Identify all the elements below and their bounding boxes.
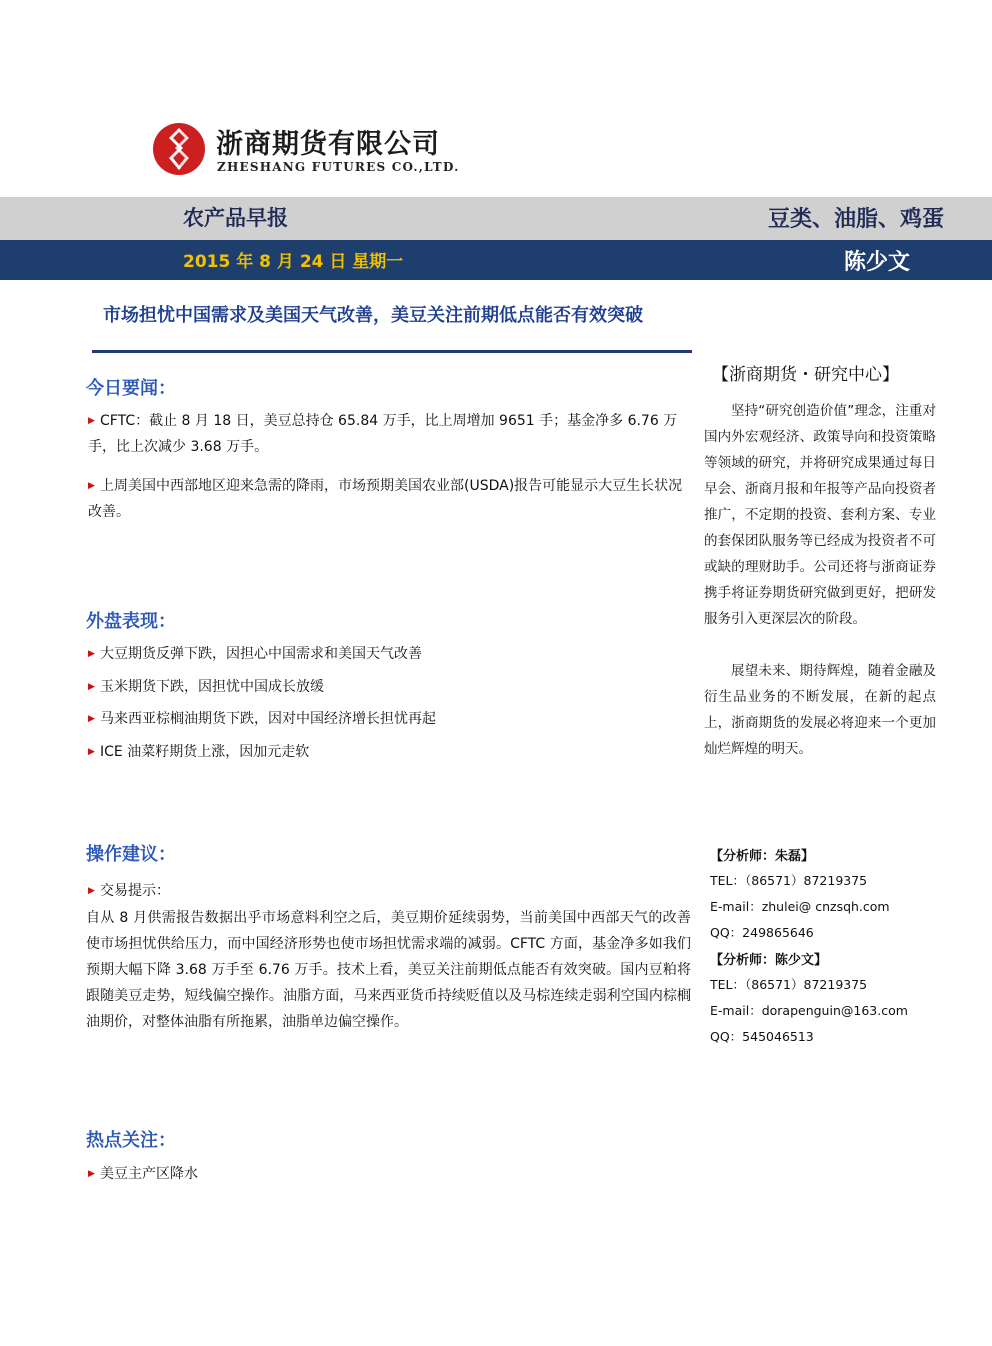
analyst-qq: QQ：545046513: [710, 1029, 814, 1044]
overseas-item-text: 大豆期货反弹下跌，因担心中国需求和美国天气改善: [100, 646, 422, 662]
analyst-email[interactable]: E-mail：dorapenguin@163.com: [710, 1003, 908, 1018]
overseas-heading: 外盘表现：: [86, 611, 176, 632]
advice-tip: [88, 878, 693, 904]
news-item: [88, 473, 693, 525]
report-author: 陈少文: [843, 250, 910, 275]
advice-heading: 操作建议：: [86, 844, 176, 865]
report-date: 2015 年 8 月 24 日 星期一: [183, 252, 404, 272]
hotspot-item-text: 美豆主产区降水: [100, 1166, 198, 1182]
headline-divider: [92, 350, 692, 353]
bullet-arrow-icon: ▶: [88, 747, 95, 757]
overseas-item: [88, 674, 693, 700]
overseas-item: [88, 706, 693, 732]
analyst-qq: QQ：249865646: [710, 925, 814, 940]
sidebar-title: 【浙商期货・研究中心】: [712, 365, 899, 385]
bullet-arrow-icon: ▶: [88, 649, 95, 659]
analyst-email[interactable]: E-mail：zhulei@ cnzsqh.com: [710, 899, 890, 914]
bullet-arrow-icon: ▶: [88, 714, 95, 724]
bullet-arrow-icon: ▶: [88, 682, 95, 692]
news-heading: 今日要闻：: [86, 378, 176, 399]
analyst-tel: TEL：（86571）87219375: [710, 977, 868, 992]
overseas-item-text: 玉米期货下跌，因担忧中国成长放缓: [100, 679, 324, 695]
hotspot-heading: 热点关注：: [86, 1130, 176, 1151]
bullet-arrow-icon: ▶: [88, 481, 95, 491]
sidebar-paragraph: 坚持“研究创造价值”理念，注重对国内外宏观经济、政策导向和投资策略等领域的研究，并将研究成果通过每日早会、浙商月报和年报等产品向投资者推广，不定期的投资、套利方案、专业的套保团队服务等已经成为投资者不可或缺的理财助手。公司还将与浙商证券携手将证券期货研究做到更好，把研发服务引入更深层次的阶段。: [704, 403, 936, 627]
bullet-arrow-icon: ▶: [88, 886, 95, 896]
headline: 市场担忧中国需求及美国天气改善，美豆关注前期低点能否有效突破: [103, 305, 643, 326]
overseas-item-text: 马来西亚棕榈油期货下跌，因对中国经济增长担忧再起: [100, 711, 436, 727]
news-item-text: CFTC：截止 8 月 18 日，美豆总持仓 65.84 万手，比上周增加 9651 手；基金净多 6.76 万手，比上次减少 3.68 万手。: [88, 413, 678, 455]
report-categories: 豆类、油脂、鸡蛋: [767, 207, 944, 232]
analyst-tel: TEL：（86571）87219375: [710, 873, 868, 888]
report-title: 农产品早报: [183, 206, 288, 230]
analyst-title: 【分析师：朱磊】: [710, 849, 815, 864]
news-item: [88, 408, 693, 460]
bullet-arrow-icon: ▶: [88, 416, 95, 426]
advice-tip-label: 交易提示：: [100, 883, 170, 899]
company-name-en: ZHESHANG FUTURES CO.,LTD.: [217, 160, 460, 174]
advice-body: 自从 8 月供需报告数据出乎市场意料利空之后，美豆期价延续弱势，当前美国中西部天气的改善使市场担忧供给压力，而中国经济形势也使市场担忧需求端的减弱。CFTC 方面，基金净多如我们预期大幅下降 3.68 万手至 6.76 万手。技术上看，美豆关注前期低点能否有效突破。国内豆粕将跟随美豆走势，短线偏空操作。油脂方面，马来西亚货币持续贬值以及马棕连续走弱利空国内棕榈油期价，对整体油脂有所拖累，油脂单边偏空操作。: [86, 910, 691, 1030]
hotspot-item: [88, 1161, 693, 1187]
bullet-arrow-icon: ▶: [88, 1169, 95, 1179]
analyst-title: 【分析师：陈少文】: [710, 953, 828, 968]
overseas-item: [88, 739, 693, 765]
company-logo: [152, 122, 460, 178]
company-logo-icon: [152, 122, 206, 176]
overseas-item-text: ICE 油菜籽期货上涨，因加元走软: [100, 744, 310, 760]
sidebar-paragraph: 展望未来、期待辉煌，随着金融及衍生品业务的不断发展，在新的起点上，浙商期货的发展必将迎来一个更加灿烂辉煌的明天。: [704, 663, 936, 757]
overseas-item: [88, 641, 693, 667]
news-item-text: 上周美国中西部地区迎来急需的降雨，市场预期美国农业部(USDA)报告可能显示大豆生长状况改善。: [88, 478, 683, 520]
company-name-cn: 浙商期货有限公司: [216, 129, 440, 160]
